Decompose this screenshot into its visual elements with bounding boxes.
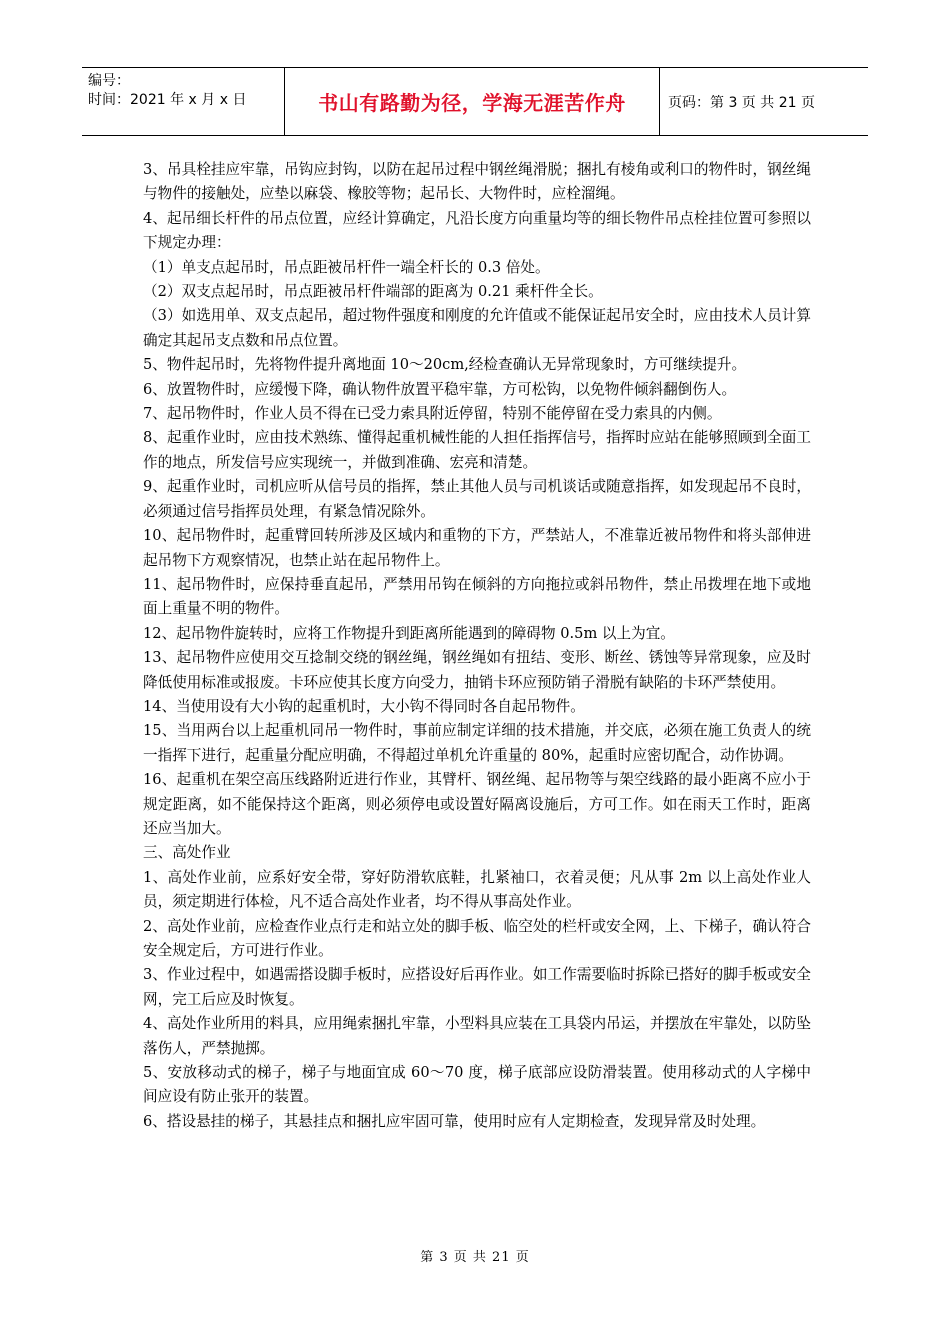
paragraph: 2、高处作业前，应检查作业点行走和站立处的脚手板、临空处的栏杆或安全网，上、下梯子，确认符合安全规定后，方可进行作业。 [143,917,811,959]
motto-text: 书山有路勤为径，学海无涯苦作舟 [318,91,626,115]
paragraph: 1、高处作业前，应系好安全带，穿好防滑软底鞋，扎紧袖口，衣着灵便；凡从事 2m 以上高处作业人员，须定期进行体检，凡不适合高处作业者，均不得从事高处作业。 [143,868,811,911]
paragraph: 7、起吊物件时，作业人员不得在已受力索具附近停留，特别不能停留在受力索具的内侧。 [143,405,722,423]
paragraph: 11、起吊物件时，应保持垂直起吊，严禁用吊钩在倾斜的方向拖拉或斜吊物件，禁止吊拨埋在地下或地面上重量不明的物件。 [143,575,811,618]
paragraph: 10、起吊物件时，起重臂回转所涉及区域内和重物的下方，严禁站人，不准靠近被吊物件和将头部伸进起吊物下方观察情况，也禁止站在起吊物件上。 [143,527,811,569]
serial-number-label: 编号： [88,73,130,89]
paragraph: 5、安放移动式的梯子，梯子与地面宜成 60～70 度，梯子底部应设防滑装置。使用移动式的人字梯中间应设有防止张开的装置。 [143,1064,811,1106]
section-heading: 三、高处作业 [143,844,231,862]
header-meta [82,68,284,135]
paragraph: 12、起吊物件旋转时，应将工作物提升到距离所能遇到的障碍物 0.5m 以上为宜。 [143,624,675,642]
paragraph: 3、作业过程中，如遇需搭设脚手板时，应搭设好后再作业。如工作需要临时拆除已搭好的脚手板或安全网，完工后应及时恢复。 [143,966,811,1008]
paragraph: 13、起吊物件应使用交互捻制交绕的钢丝绳，钢丝绳如有扭结、变形、断丝、锈蚀等异常现象，应及时降低使用标准或报废。卡环应使其长度方向受力，抽销卡环应预防销子滑脱有缺陷的卡环严禁使用。 [143,649,811,691]
paragraph: 5、物件起吊时，先将物件提升离地面 10～20cm,经检查确认无异常现象时，方可继续提升。 [143,356,747,374]
page-info: 页码：第 3 页 共 21 页 [668,94,815,111]
date-label: 时间：2021 年 x 月 x 日 [88,92,247,108]
header-page-cell [660,68,868,135]
paragraph: 6、搭设悬挂的梯子，其悬挂点和捆扎应牢固可靠，使用时应有人定期检查，发现异常及时处理。 [143,1112,766,1130]
page-footer: 第 3 页 共 21 页 [420,1250,530,1265]
paragraph: 8、起重作业时，应由技术熟练、懂得起重机械性能的人担任指挥信号，指挥时应站在能够照顾到全面工作的地点，所发信号应实现统一，并做到准确、宏亮和清楚。 [143,429,811,471]
document-header [82,67,868,136]
paragraph: （1）单支点起吊时，吊点距被吊杆件一端全杆长的 0.3 倍处。 [143,258,550,276]
paragraph: 3、吊具栓挂应牢靠，吊钩应封钩，以防在起吊过程中钢丝绳滑脱；捆扎有棱角或利口的物件时，钢丝绳与物件的接触处，应垫以麻袋、橡胶等物；起吊长、大物件时，应栓溜绳。 [143,161,811,203]
document-body [143,158,811,1134]
paragraph: 14、当使用设有大小钩的起重机时，大小钩不得同时各自起吊物件。 [143,697,585,715]
paragraph: 9、起重作业时，司机应听从信号员的指挥，禁止其他人员与司机谈话或随意指挥，如发现起吊不良时，必须通过信号指挥员处理，有紧急情况除外。 [143,478,811,520]
header-motto-cell [284,68,660,135]
paragraph: 4、起吊细长杆件的吊点位置，应经计算确定，凡沿长度方向重量均等的细长物件吊点栓挂位置可参照以下规定办理： [143,209,811,252]
paragraph: （3）如选用单、双支点起吊，超过物件强度和刚度的允许值或不能保证起吊安全时，应由技术人员计算确定其起吊支点数和吊点位置。 [143,307,811,349]
paragraph: 4、高处作业所用的料具，应用绳索捆扎牢靠，小型料具应装在工具袋内吊运，并摆放在牢靠处，以防坠落伤人，严禁抛掷。 [143,1015,811,1057]
paragraph: 6、放置物件时，应缓慢下降，确认物件放置平稳牢靠，方可松钩，以免物件倾斜翻倒伤人。 [143,380,737,398]
paragraph: 16、起重机在架空高压线路附近进行作业，其臂杆、钢丝绳、起吊物等与架空线路的最小距离不应小于规定距离，如不能保持这个距离，则必须停电或设置好隔离设施后，方可工作。如在雨天工作时，距离还应当加大。 [143,771,811,837]
paragraph: （2）双支点起吊时，吊点距被吊杆件端部的距离为 0.21 乘杆件全长。 [143,283,603,301]
paragraph: 15、当用两台以上起重机同吊一物件时，事前应制定详细的技术措施，并交底，必须在施工负责人的统一指挥下进行，起重量分配应明确，不得超过单机允许重量的 80%，起重时应密切配合，动作协调。 [143,722,811,764]
